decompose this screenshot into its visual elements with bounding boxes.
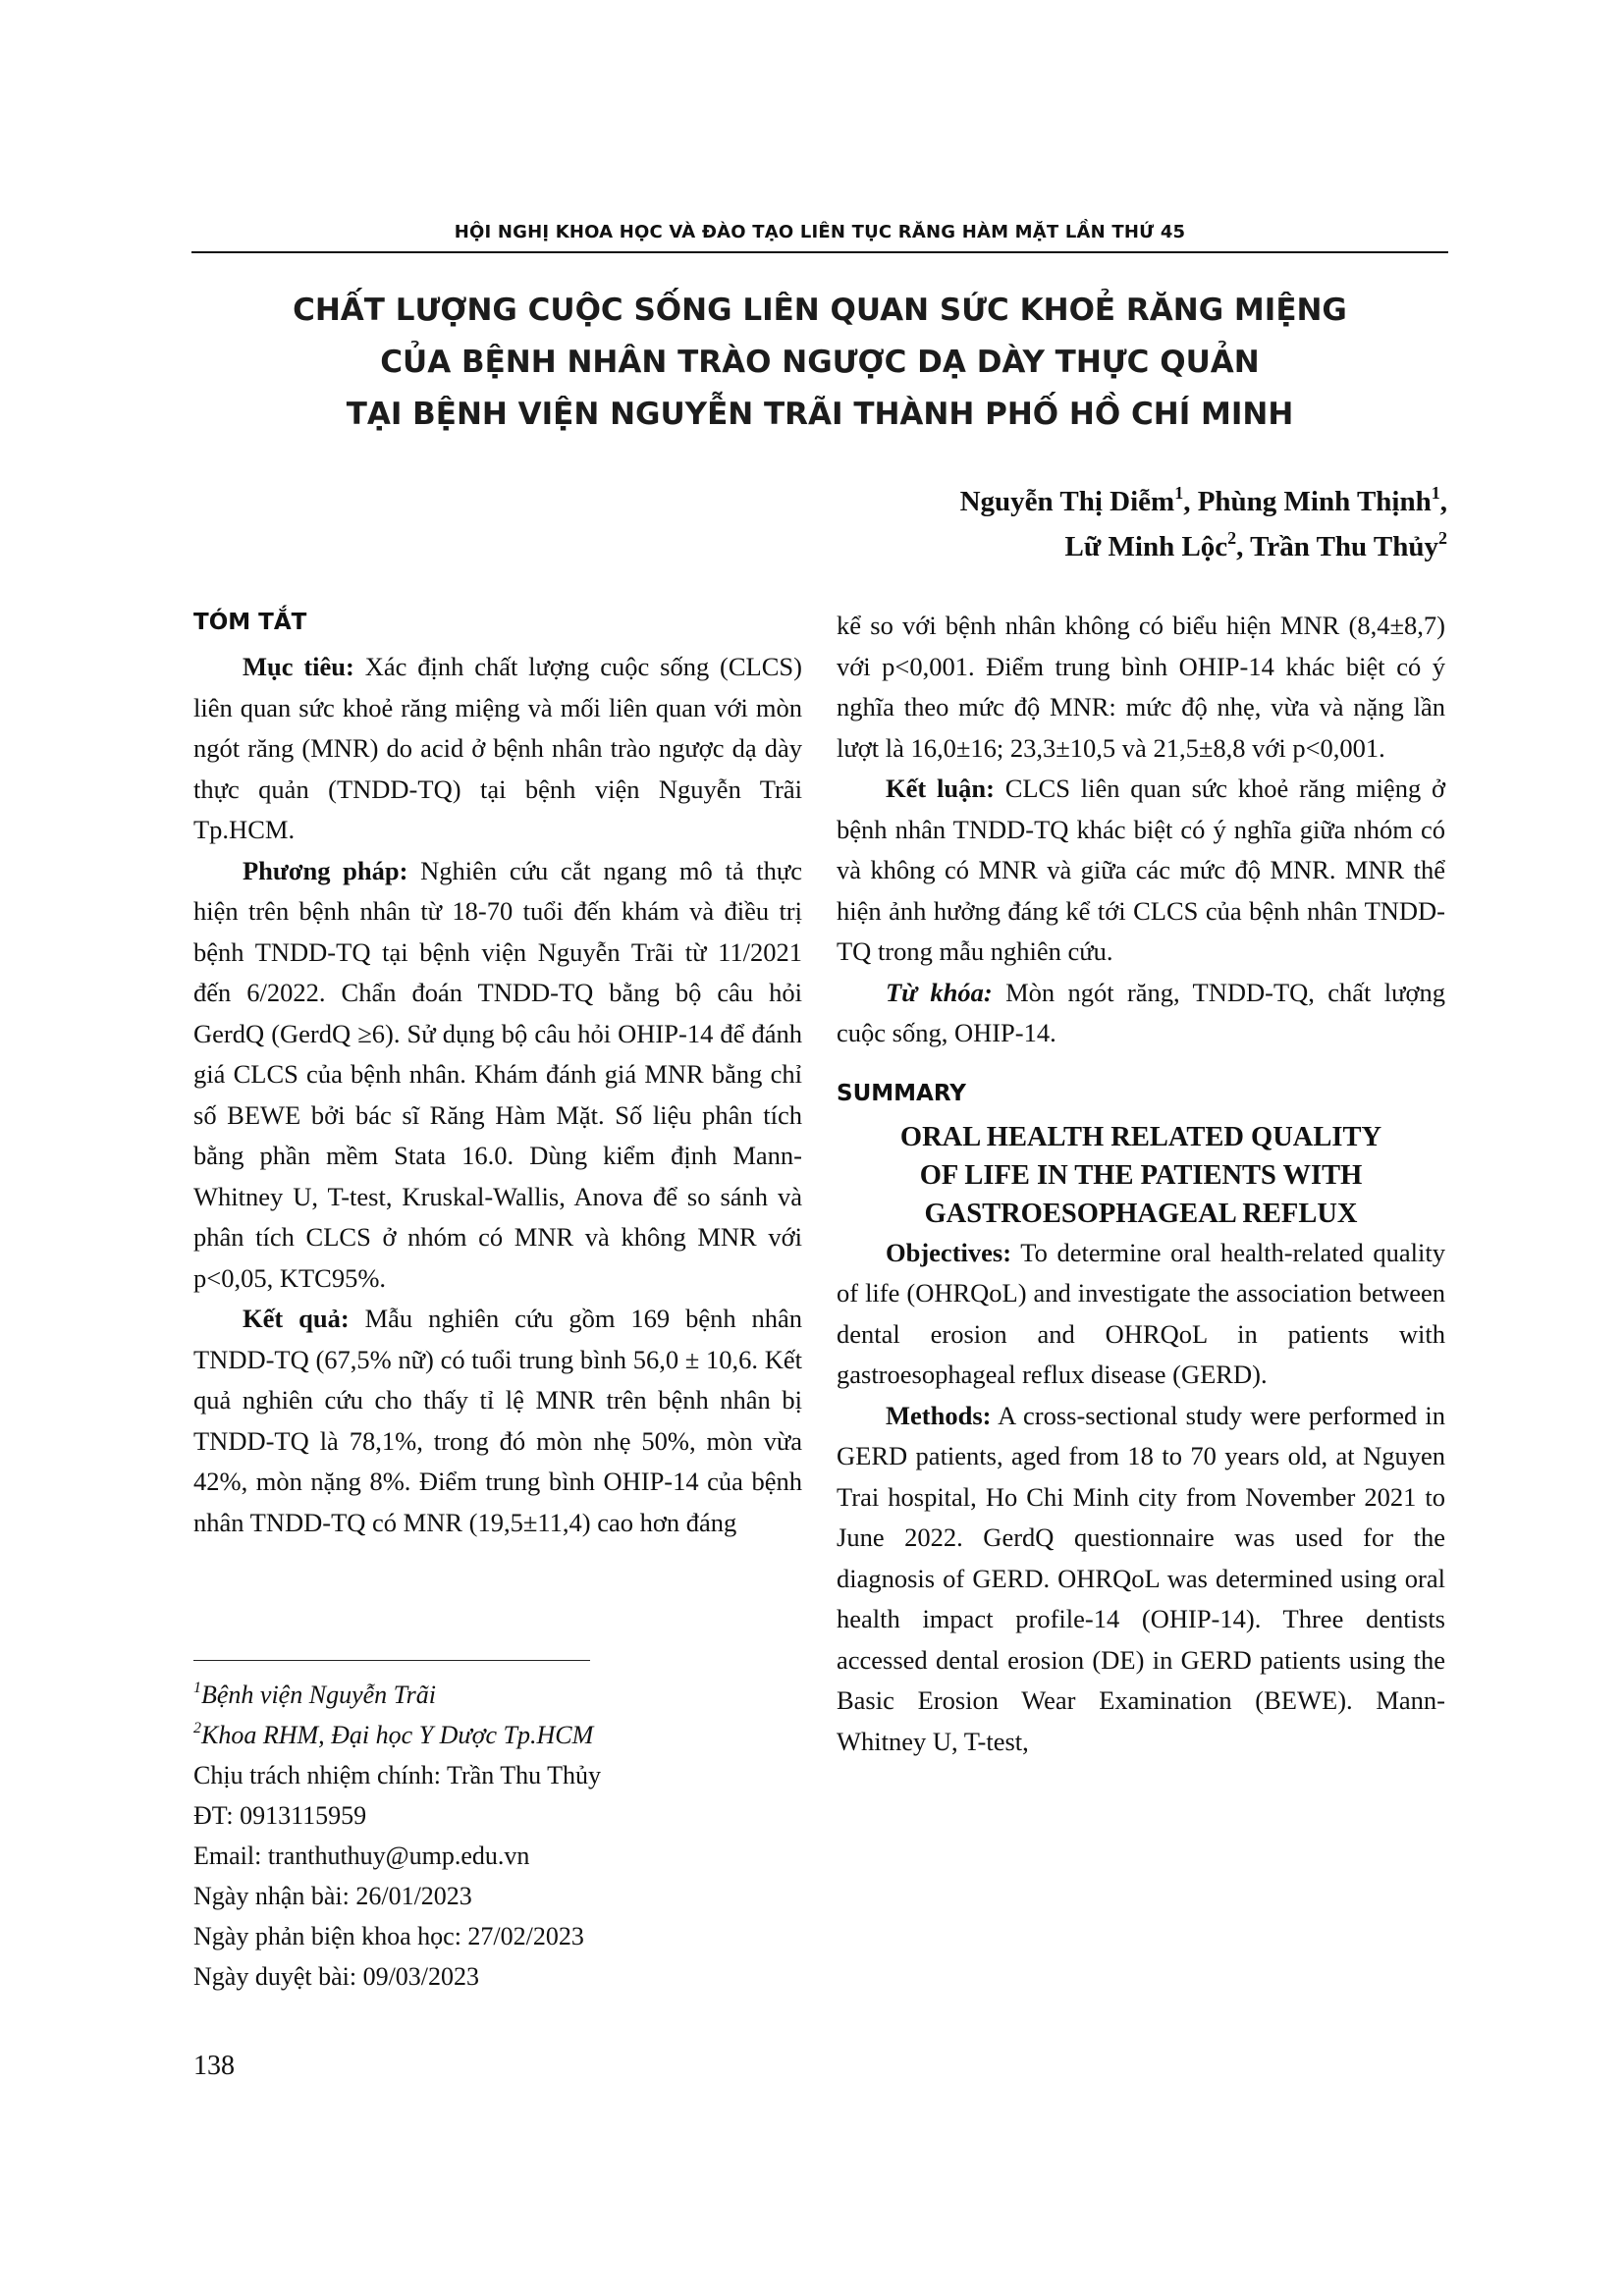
running-head: HỘI NGHỊ KHOA HỌC VÀ ĐÀO TẠO LIÊN TỤC RĂNG HÀM MẶT LẦN THỨ 45	[454, 222, 1186, 242]
vn-objective-label: Mục tiêu:	[243, 652, 354, 681]
vn-abstract-heading: TÓM TẮT	[193, 610, 307, 635]
author-separator: ,	[1439, 486, 1447, 517]
corresponding-author: Chịu trách nhiệm chính: Trần Thu Thủy	[193, 1761, 602, 1789]
right-column	[837, 606, 1445, 1762]
en-objectives-paragraph	[837, 1233, 1445, 1396]
vn-methods-paragraph	[193, 851, 802, 1300]
email-address: Email: tranthuthuy@ump.edu.vn	[193, 1842, 530, 1870]
affiliation-marker: 2	[1438, 528, 1447, 549]
affiliation-marker: 1	[1174, 483, 1184, 504]
footnote-marker: 1	[193, 1680, 201, 1697]
vn-conclusion-text: CLCS liên quan sức khoẻ răng miệng ở bệnh nhân TNDD-TQ khác biệt có ý nghĩa giữa nhóm có và không có MNR và giữa các mức độ MNR. MNR thể hiện ảnh hưởng đáng kể tới CLCS của bệnh nhân TNDD-TQ trong mẫu nghiên cứu.	[837, 774, 1445, 966]
en-methods-text: A cross-sectional study were performed in GERD patients, aged from 18 to 70 years old, at Nguyen Trai hospital, Ho Chi Minh city from November 2021 to June 2022. GerdQ questionnaire was used for the diagnosis of GERD. OHRQoL was determined using oral health impact profile-14 (OHIP-14). Three dentists accessed dental erosion (DE) in GERD patients using the Basic Erosion Wear Examination (BEWE). Mann-Whitney U, T-test,	[837, 1400, 1445, 1756]
vn-keywords-label: Từ khóa:	[886, 977, 993, 1007]
author-line-1	[960, 479, 1447, 524]
author-separator: ,	[1183, 486, 1198, 517]
left-column	[193, 597, 802, 1543]
author-name: Phùng Minh Thịnh	[1197, 486, 1432, 517]
date-accepted: Ngày duyệt bài: 09/03/2023	[193, 1962, 480, 1991]
vn-keywords-text: Mòn ngót răng, TNDD-TQ, chất lượng cuộc sống, OHIP-14.	[837, 977, 1445, 1047]
en-objectives-label: Objectives:	[886, 1237, 1012, 1267]
vn-results-paragraph	[193, 1299, 802, 1543]
vn-conclusion-label: Kết luận:	[886, 774, 995, 803]
footnote-rule	[193, 1660, 590, 1661]
phone-number: ĐT: 0913115959	[193, 1801, 367, 1830]
title-line-1: CHẤT LƯỢNG CUỘC SỐNG LIÊN QUAN SỨC KHOẺ RĂNG MIỆNG	[293, 293, 1347, 328]
en-methods-paragraph	[837, 1396, 1445, 1763]
date-received: Ngày nhận bài: 26/01/2023	[193, 1882, 472, 1910]
author-name: Lữ Minh Lộc	[1064, 531, 1228, 562]
vn-results-continued: kể so với bệnh nhân không có biểu hiện MNR (8,4±8,7) với p<0,001. Điểm trung bình OHIP-14 khác biệt có ý nghĩa theo mức độ MNR: mức độ nhẹ, vừa và nặng lần lượt là 16,0±16; 23,3±10,5 và 21,5±8,8 với p<0,001.	[837, 611, 1445, 763]
footnotes	[193, 1675, 802, 1997]
author-name: Trần Thu Thủy	[1250, 531, 1438, 562]
vn-methods-text: Nghiên cứu cắt ngang mô tả thực hiện trên bệnh nhân từ 18-70 tuổi đến khám và điều trị bệnh TNDD-TQ tại bệnh viện Nguyễn Trãi từ 11/2021 đến 6/2022. Chẩn đoán TNDD-TQ bằng bộ câu hỏi GerdQ (GerdQ ≥6). Sử dụng bộ câu hỏi OHIP-14 để đánh giá CLCS của bệnh nhân. Khám đánh giá MNR bằng chỉ số BEWE bởi bác sĩ Răng Hàm Mặt. Số liệu phân tích bằng phần mềm Stata 16.0. Dùng kiểm định Mann-Whitney U, T-test, Kruskal-Wallis, Anova để so sánh và phân tích CLCS ở nhóm có MNR và không MNR với p<0,05, KTC95%.	[193, 855, 802, 1293]
vn-objective-text: Xác định chất lượng cuộc sống (CLCS) liên quan sức khoẻ răng miệng và mối liên quan với mòn ngót răng (MNR) do acid ở bệnh nhân trào ngược dạ dày thực quản (TNDD-TQ) tại bệnh viện Nguyễn Trãi Tp.HCM.	[193, 652, 802, 844]
vn-objective-paragraph	[193, 647, 802, 851]
date-reviewed: Ngày phản biện khoa học: 27/02/2023	[193, 1922, 584, 1950]
vn-results-text: Mẫu nghiên cứu gồm 169 bệnh nhân TNDD-TQ (67,5% nữ) có tuổi trung bình 56,0 ± 10,6. Kết quả nghiên cứu cho thấy tỉ lệ MNR trên bệnh nhân bị TNDD-TQ là 78,1%, trong đó mòn nhẹ 50%, mòn vừa 42%, mòn nặng 8%. Điểm trung bình OHIP-14 của bệnh nhân TNDD-TQ có MNR (19,5±11,4) cao hơn đáng	[193, 1304, 803, 1537]
en-objectives-text: To determine oral health-related quality of life (OHRQoL) and investigate the association between dental erosion and OHRQoL in patients with gastroesophageal reflux disease (GERD).	[837, 1237, 1445, 1389]
page-number: 138	[193, 2051, 235, 2081]
vn-keywords-paragraph	[837, 973, 1445, 1054]
en-methods-label: Methods:	[886, 1400, 992, 1430]
footnote-marker: 2	[193, 1720, 201, 1737]
affiliation-marker: 1	[1431, 483, 1440, 504]
en-title-line-2: OF LIFE IN THE PATIENTS WITH	[919, 1159, 1363, 1191]
footnote-text: Bệnh viện Nguyễn Trãi	[201, 1681, 437, 1709]
en-title-line-3: GASTROESOPHAGEAL REFLUX	[924, 1198, 1358, 1229]
article-title	[191, 285, 1448, 441]
vn-methods-label: Phương pháp:	[243, 855, 408, 885]
author-list	[960, 479, 1447, 569]
footnote-text: Khoa RHM, Đại học Y Dược Tp.HCM	[201, 1721, 594, 1749]
en-title	[837, 1118, 1445, 1233]
header-rule	[191, 251, 1448, 253]
affiliation-marker: 2	[1227, 528, 1237, 549]
footnote-affiliation-2	[193, 1715, 802, 1755]
author-name: Nguyễn Thị Diễm	[959, 486, 1175, 517]
author-line-2	[960, 524, 1447, 569]
footnote-affiliation-1	[193, 1675, 802, 1715]
title-line-2: CỦA BỆNH NHÂN TRÀO NGƯỢC DẠ DÀY THỰC QUẢN	[380, 345, 1260, 380]
title-line-3: TẠI BỆNH VIỆN NGUYỄN TRÃI THÀNH PHỐ HỒ CHÍ MINH	[346, 397, 1294, 432]
vn-results-label: Kết quả:	[243, 1304, 350, 1333]
en-title-line-1: ORAL HEALTH RELATED QUALITY	[899, 1121, 1382, 1152]
en-summary-heading: SUMMARY	[837, 1080, 966, 1106]
author-separator: ,	[1236, 531, 1251, 562]
vn-conclusion-paragraph	[837, 769, 1445, 973]
